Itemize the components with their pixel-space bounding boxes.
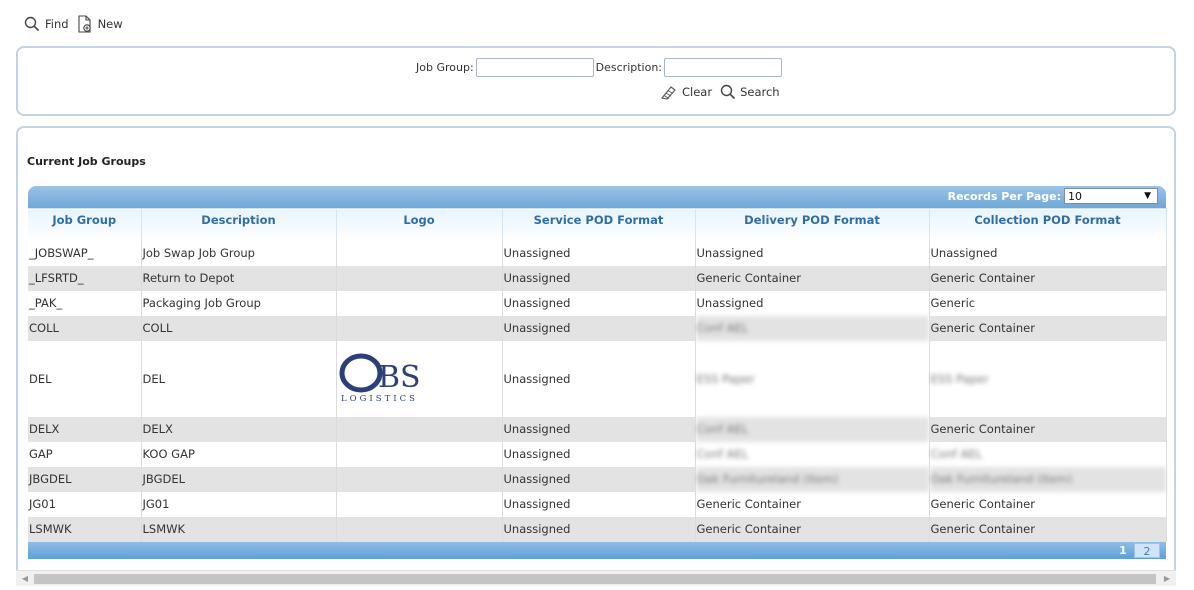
records-per-page [948,188,1158,204]
search-label: Search [740,85,780,99]
cell-collection-pod: Generic Container [929,266,1166,291]
cell-collection-pod: Generic Container [929,492,1166,517]
column-header-delivery-pod[interactable]: Delivery POD Format [695,209,929,241]
cell-collection-pod: Conf AEL [929,442,1166,467]
results-panel [16,126,1176,582]
cell-logo [336,417,502,442]
cell-delivery-pod: Unassigned [695,291,929,316]
cell-job-group: JG01 [28,492,141,517]
cell-description: JBGDEL [141,467,336,492]
logo-letters: BS [377,360,421,395]
records-per-page-value: 10 [1068,189,1082,203]
column-header-logo[interactable]: Logo [336,209,502,241]
cell-service-pod: Unassigned [502,316,695,341]
cell-collection-pod: Generic Container [929,517,1166,542]
cell-job-group: JBGDEL [28,467,141,492]
table-row[interactable] [28,316,1166,341]
cell-delivery-pod: Generic Container [695,266,929,291]
find-label: Find [45,17,69,31]
new-label: New [97,17,123,31]
scroll-left-icon[interactable]: ◀ [21,574,29,583]
cell-description: Job Swap Job Group [141,241,336,266]
table-row[interactable] [28,266,1166,291]
cell-service-pod: Unassigned [502,517,695,542]
cell-service-pod: Unassigned [502,341,695,417]
cell-delivery-pod: Oak Furnitureland (Item) [695,467,929,492]
search-panel [16,46,1176,116]
cell-delivery-pod: ESS Paper [695,341,929,417]
cell-description: DEL [141,341,336,417]
grid-header-bar [28,186,1166,208]
cell-logo [336,316,502,341]
obs-logistics-logo [338,349,430,405]
new-button[interactable] [77,15,123,33]
cell-logo [336,442,502,467]
records-per-page-label: Records Per Page: [947,189,1061,203]
table-row[interactable] [28,341,1166,417]
cell-delivery-pod: Generic Container [695,517,929,542]
description-label: Description: [595,61,663,74]
cell-logo [336,492,502,517]
cell-collection-pod: Generic Container [929,417,1166,442]
table-row[interactable] [28,442,1166,467]
cell-service-pod: Unassigned [502,241,695,266]
cell-description: JG01 [141,492,336,517]
job-group-label: Job Group: [416,61,474,74]
cell-delivery-pod: Conf AEL [695,442,929,467]
cell-logo [336,341,502,417]
description-input[interactable] [664,58,782,77]
table-row[interactable] [28,492,1166,517]
cell-job-group: DELX [28,417,141,442]
table-row[interactable] [28,291,1166,316]
search-actions [660,84,788,100]
cell-job-group: _PAK_ [28,291,141,316]
cell-logo [336,291,502,316]
cell-job-group: GAP [28,442,141,467]
cell-logo [336,517,502,542]
horizontal-scrollbar[interactable] [16,570,1176,586]
job-groups-grid [28,186,1166,559]
cell-service-pod: Unassigned [502,442,695,467]
column-header-service-pod[interactable]: Service POD Format [502,209,695,241]
cell-service-pod: Unassigned [502,291,695,316]
column-header-collection-pod[interactable]: Collection POD Format [929,209,1166,241]
records-per-page-select[interactable] [1064,188,1158,204]
table-row[interactable] [28,517,1166,542]
job-group-input[interactable] [476,58,594,77]
column-header-job-group[interactable]: Job Group [28,209,141,241]
cell-delivery-pod: Conf AEL [695,417,929,442]
cell-description: DELX [141,417,336,442]
page-2-button[interactable]: 2 [1134,543,1160,558]
table-row[interactable] [28,467,1166,492]
new-document-icon [77,15,93,33]
cell-job-group: DEL [28,341,141,417]
cell-collection-pod: Generic [929,291,1166,316]
cell-service-pod: Unassigned [502,417,695,442]
find-button[interactable] [24,16,69,32]
cell-collection-pod: ESS Paper [929,341,1166,417]
eraser-icon [660,84,678,100]
table-row[interactable] [28,417,1166,442]
cell-delivery-pod: Unassigned [695,241,929,266]
search-icon [720,84,736,100]
search-icon [24,16,40,32]
logo-subtext: LOGISTICS [340,394,418,404]
section-title: Current Job Groups [27,155,146,168]
cell-description: Packaging Job Group [141,291,336,316]
cell-job-group: LSMWK [28,517,141,542]
search-row [416,58,784,77]
toolbar [24,14,131,34]
scrollbar-thumb[interactable] [34,574,1156,584]
cell-job-group: COLL [28,316,141,341]
cell-logo [336,266,502,291]
cell-collection-pod: Unassigned [929,241,1166,266]
search-button[interactable] [720,84,780,100]
table-row[interactable] [28,241,1166,266]
cell-description: Return to Depot [141,266,336,291]
cell-job-group: _LFSRTD_ [28,266,141,291]
cell-delivery-pod: Conf AEL [695,316,929,341]
cell-description: COLL [141,316,336,341]
cell-description: LSMWK [141,517,336,542]
cell-description: KOO GAP [141,442,336,467]
cell-logo [336,241,502,266]
table-header-row [28,209,1166,241]
cell-collection-pod: Generic Container [929,316,1166,341]
cell-service-pod: Unassigned [502,492,695,517]
clear-button[interactable] [660,84,712,100]
grid-footer [28,542,1166,559]
cell-service-pod: Unassigned [502,467,695,492]
cell-delivery-pod: Generic Container [695,492,929,517]
column-header-description[interactable]: Description [141,209,336,241]
page-1-button[interactable]: 1 [1119,543,1127,557]
cell-service-pod: Unassigned [502,266,695,291]
cell-collection-pod: Oak Furnitureland (Item) [929,467,1166,492]
cell-job-group: _JOBSWAP_ [28,241,141,266]
cell-logo [336,467,502,492]
pager [1112,543,1160,558]
clear-label: Clear [682,85,713,99]
scroll-right-icon[interactable]: ▶ [1163,574,1171,583]
job-groups-table [28,208,1167,542]
chevron-down-icon: ▼ [1144,191,1151,201]
